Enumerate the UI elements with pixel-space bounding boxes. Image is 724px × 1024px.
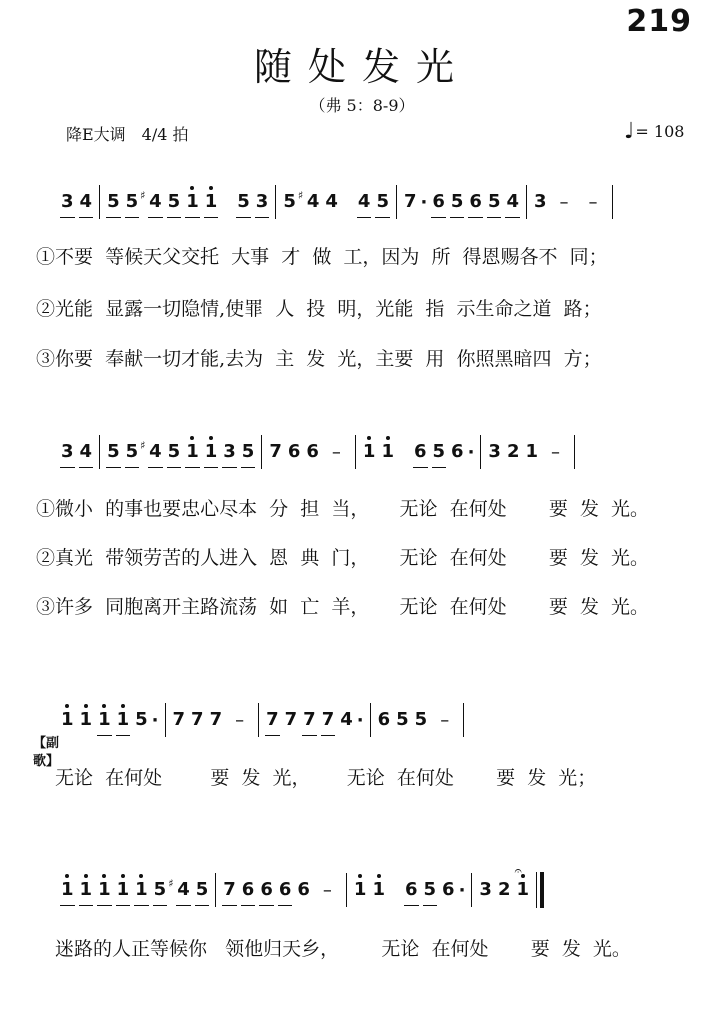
lyric-line: ②光能 显露一切隐情,使罪 人 投 明，光能 指 示生命之道 路；: [36, 298, 602, 320]
note: 6: [278, 879, 292, 900]
lyric-line: ③你要 奉献一切才能,去为 主 发 光，主要 用 你照黑暗四 方；: [36, 348, 602, 370]
note: 6: [432, 191, 445, 212]
note: 5: [125, 191, 139, 212]
note: 1: [98, 709, 111, 730]
note: 4 ♯: [307, 191, 320, 213]
note: 5: [423, 879, 437, 900]
sharp-sign: ♯: [168, 877, 174, 890]
tempo-value: = 108: [635, 122, 685, 141]
note: 7: [209, 709, 223, 730]
final-barline: [536, 872, 544, 908]
note: 5: [153, 879, 167, 900]
hold-dash: –: [588, 191, 598, 213]
note: 1: [79, 879, 93, 900]
note: 5: [135, 709, 148, 730]
note: 6: [413, 441, 427, 462]
measure: [166, 698, 259, 742]
sharp-sign: ♯: [140, 189, 146, 202]
hold-dash: –: [559, 191, 569, 213]
note: 5: [283, 191, 296, 212]
measure: [397, 180, 526, 224]
note: 1: [61, 879, 74, 900]
note: 5: [167, 441, 181, 462]
note: 4: [79, 191, 93, 212]
note: 3: [488, 441, 501, 462]
page-number: 219: [626, 4, 692, 39]
sharp-sign: ♯: [297, 189, 304, 202]
measure: [276, 180, 396, 224]
lyric-line: 迷路的人正等候你 领他归天乡， 无论 在何处 要 发 光。: [55, 938, 631, 960]
note: 1: [116, 709, 130, 730]
note: 5: [414, 709, 428, 730]
note: 1 𝄐: [516, 879, 529, 901]
lyric-line: 无论 在何处 要 发 光， 无论 在何处 要 发 光；: [55, 767, 597, 789]
duration-dot: ·: [467, 441, 475, 463]
measure: [472, 864, 536, 912]
duration-dot: ·: [356, 709, 364, 731]
fermata-icon: 𝄐: [514, 864, 522, 879]
note: 5: [195, 879, 209, 900]
hold-dash: –: [440, 709, 450, 731]
note: 4: [506, 191, 519, 212]
note: 5: [487, 191, 501, 212]
note: 1: [186, 191, 199, 212]
barline: [574, 435, 575, 469]
quarter-note-icon: ♩: [624, 119, 635, 144]
note: 5: [376, 191, 389, 212]
note: 1: [372, 879, 385, 900]
measure: [54, 868, 215, 912]
note: 4: [325, 191, 338, 212]
note: 1: [353, 879, 367, 900]
tempo-marking: [624, 119, 685, 144]
note: 1: [204, 441, 218, 462]
barline: [463, 703, 464, 737]
note: 6: [451, 441, 464, 462]
measure: [54, 698, 165, 742]
sharp-sign: ♯: [140, 439, 146, 452]
measure: [54, 180, 99, 224]
note: 7: [321, 709, 335, 730]
note: 5: [167, 191, 181, 212]
note: 1: [186, 441, 199, 462]
note: 4 ♯: [177, 879, 190, 901]
note: 7: [172, 709, 186, 730]
note: 7: [266, 709, 279, 730]
notation-line-1: [54, 180, 696, 224]
note: 1: [79, 709, 93, 730]
hold-dash: –: [551, 441, 560, 463]
note: 7: [403, 191, 417, 212]
note: 6: [241, 879, 255, 900]
note: 3: [534, 191, 547, 212]
notation-line-2: [54, 430, 696, 474]
measure: [356, 430, 481, 474]
key-and-meter: 降E大调 4/4 拍: [66, 125, 189, 144]
note: 5: [432, 441, 446, 462]
measure: [100, 430, 261, 474]
note: 5: [450, 191, 464, 212]
note: 4: [340, 709, 353, 730]
note: 5: [396, 709, 409, 730]
note: 5: [241, 441, 255, 462]
note: 6: [287, 441, 301, 462]
note: 3: [223, 441, 236, 462]
note: 4 ♯: [149, 191, 162, 213]
note: 6: [306, 441, 319, 462]
measure: [262, 430, 355, 474]
note: 6: [469, 191, 482, 212]
note: 7: [223, 879, 236, 900]
note: 4: [357, 191, 371, 212]
note: 6: [404, 879, 418, 900]
measure: [347, 868, 472, 912]
note: 1: [204, 191, 218, 212]
barline: [612, 185, 613, 219]
note: 7: [269, 441, 282, 462]
scripture-reference: （弗 5：8-9）: [309, 96, 415, 115]
measure: [481, 430, 574, 474]
note: 6: [377, 709, 391, 730]
measure: [54, 430, 99, 474]
note: 1: [61, 709, 74, 730]
lyric-line: ①微小 的事也要忠心尽本 分 担 当， 无论 在何处 要 发 光。: [36, 498, 650, 520]
duration-dot: ·: [151, 709, 159, 731]
note: 5: [237, 191, 250, 212]
duration-dot: ·: [420, 191, 428, 213]
note: 1: [116, 879, 130, 900]
note: 3: [479, 879, 492, 900]
note: 1: [98, 879, 111, 900]
measure: [100, 180, 275, 224]
note: 3: [61, 191, 74, 212]
note: 5: [107, 441, 120, 462]
note: 7: [191, 709, 204, 730]
measure: [216, 868, 346, 912]
lyric-line: ①不要 等候天父交托 大事 才 做 工，因为 所 得恩赐各不 同；: [36, 246, 608, 268]
lyric-line: ②真光 带领劳苦的人进入 恩 典 门， 无论 在何处 要 发 光。: [36, 547, 650, 569]
measure: [371, 698, 464, 742]
note: 6: [260, 879, 273, 900]
note: 1: [362, 441, 376, 462]
song-title: 随处发光: [253, 45, 470, 89]
note: 4: [79, 441, 93, 462]
chorus-label: 【副歌】: [33, 736, 60, 769]
note: 1: [381, 441, 394, 462]
note: 6: [297, 879, 310, 900]
notation-line-4: [54, 864, 696, 912]
note: 5: [107, 191, 120, 212]
note: 2: [497, 879, 511, 900]
measure: [259, 698, 370, 742]
note: 6: [442, 879, 455, 900]
hold-dash: –: [235, 709, 245, 731]
note: 1: [525, 441, 538, 462]
duration-dot: ·: [458, 879, 466, 901]
hold-dash: –: [331, 441, 341, 463]
note: 4 ♯: [149, 441, 162, 463]
hold-dash: –: [322, 879, 332, 901]
notation-line-3: [54, 698, 696, 742]
note: 3: [61, 441, 74, 462]
note: 3: [255, 191, 269, 212]
measure: [527, 180, 612, 224]
lyric-line: ③许多 同胞离开主路流荡 如 亡 羊， 无论 在何处 要 发 光。: [36, 596, 650, 618]
note: 5: [125, 441, 139, 462]
note: 7: [303, 709, 316, 730]
note: 1: [135, 879, 148, 900]
note: 2: [506, 441, 520, 462]
note: 7: [284, 709, 298, 730]
